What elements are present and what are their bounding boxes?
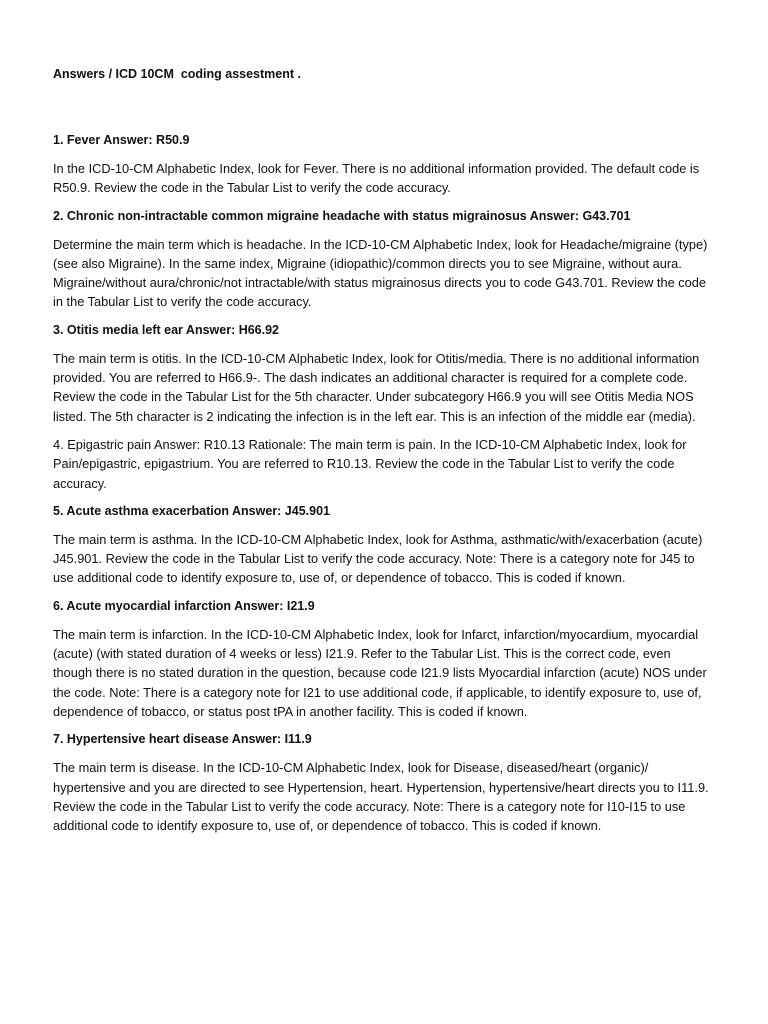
question-heading: 6. Acute myocardial infarction Answer: I21.9	[53, 598, 315, 613]
answer-rationale: 4. Epigastric pain Answer: R10.13 Rationale: The main term is pain. In the ICD-10-CM Alphabetic Index, look for Pain/epigastric, epigastrium. You are referred to R10.13. Review the code in the Tabular List to verify the code accuracy.	[53, 436, 687, 491]
question-heading: 7. Hypertensive heart disease Answer: I11.9	[53, 732, 312, 747]
answer-item-4	[53, 435, 713, 493]
answer-rationale: In the ICD-10-CM Alphabetic Index, look for Fever. There is no additional information provided. The default code is R50.9. Review the code in the Tabular List to verify the code accuracy.	[53, 161, 700, 196]
answer-item-6	[53, 597, 713, 721]
question-heading: 1. Fever Answer: R50.9	[53, 133, 190, 147]
question-heading: 3. Otitis media left ear Answer: H66.92	[53, 322, 280, 337]
question-heading: 2. Chronic non-intractable common migraine headache with status migrainosus Answer: G43.701	[53, 208, 631, 223]
answer-rationale: The main term is disease. In the ICD-10-CM Alphabetic Index, look for Disease, diseased/heart (organic)/ hypertensive and you are directed to see Hypertension, heart. Hypertension, hypertensive/heart directs you to I11.9. Review the code in the Tabular List to verify the code accuracy. Note: There is a category note for I10-I15 to use additional code to identify exposure to, use of, or dependence of tobacco. This is coded if known.	[53, 760, 709, 834]
answer-item-1	[53, 131, 713, 198]
document-title: Answers / ICD 10CM coding assestment .	[53, 67, 301, 81]
answer-rationale: Determine the main term which is headache. In the ICD-10-CM Alphabetic Index, look for Headache/migraine (type) (see also Migraine). In the same index, Migraine (idiopathic)/common directs you to see Migraine, without aura. Migraine/without aura/chronic/not intractable/with status migrainosus directs you to code G43.701. Review the code in the Tabular List to verify the code accuracy.	[53, 236, 708, 310]
answer-item-7	[53, 730, 713, 835]
question-heading: 5. Acute asthma exacerbation Answer: J45.901	[53, 503, 330, 518]
answer-item-2	[53, 207, 713, 312]
answer-item-3	[53, 321, 713, 426]
answer-rationale: The main term is asthma. In the ICD-10-CM Alphabetic Index, look for Asthma, asthmatic/with/exacerbation (acute) J45.901. Review the code in the Tabular List to verify the code accuracy. Note: There is a category note for J45 to use additional code to identify exposure to, use of, or dependence of tobacco. This is coded if known.	[53, 531, 703, 586]
document-page	[53, 66, 713, 844]
answer-rationale: The main term is otitis. In the ICD-10-CM Alphabetic Index, look for Otitis/media. There is no additional information provided. You are referred to H66.9-. The dash indicates an additional character is required for a complete code. Review the code in the Tabular List for the 5th character. Under subcategory H66.9 you will see Otitis Media NOS listed. The 5th character is 2 indicating the infection is in the left ear. This is an infection of the middle ear (media).	[53, 350, 700, 424]
answer-item-5	[53, 502, 713, 588]
answer-rationale: The main term is infarction. In the ICD-10-CM Alphabetic Index, look for Infarct, infarction/myocardium, myocardial (acute) (with stated duration of 4 weeks or less) I21.9. Refer to the Tabular List. This is the correct code, even though there is no stated duration in the question, because code I21.9 lists Myocardial infarction (acute) NOS under the code. Note: There is a category note for I21 to use additional code, if applicable, to identify exposure to, use of, dependence of tobacco, or status post tPA in another facility. This is coded if known.	[53, 626, 707, 719]
